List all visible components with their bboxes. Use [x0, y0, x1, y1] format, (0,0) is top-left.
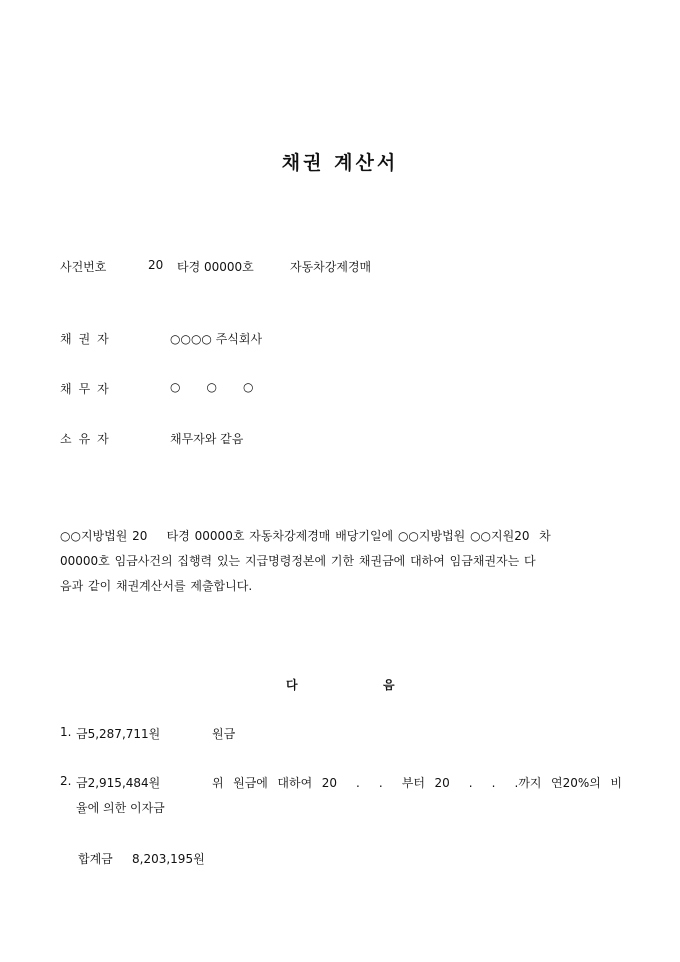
debtor-mark: ○	[242, 380, 254, 394]
total-label: 합계금	[78, 852, 113, 866]
item-number: 2.	[60, 774, 72, 788]
body-line: 00000호 임금사건의 집행력 있는 지급명령정본에 기한 채권금에 대하여 임금채권자는 다	[60, 554, 536, 568]
item-description: 원금	[212, 727, 236, 741]
creditor-label: 채권자	[60, 332, 116, 346]
case-number-label: 사건번호	[60, 260, 107, 274]
owner-label: 소유자	[60, 432, 116, 446]
heading-next-char: 음	[383, 678, 395, 692]
body-line: 음과 같이 채권계산서를 제출합니다.	[60, 579, 253, 593]
total-value: 8,203,195원	[132, 852, 205, 866]
debtor-value	[170, 380, 279, 394]
body-paragraph	[60, 524, 622, 599]
item-description: 위 원금에 대하여 20 . . 부터 20 . . .까지 연20%의 비	[212, 776, 622, 790]
item-amount: 금2,915,484원	[76, 776, 161, 790]
body-line: ○○지방법원 20 타경 00000호 자동차강제경매 배당기일에 ○○지방법원 ○○지원20 차	[60, 529, 551, 543]
case-name: 자동차강제경매	[290, 260, 372, 274]
document-title: 채권 계산서	[281, 152, 399, 174]
item-amount: 금5,287,711원	[76, 727, 161, 741]
case-type: 타경 00000호	[177, 260, 254, 274]
heading-next-char: 다	[286, 678, 298, 692]
owner-value: 채무자와 같음	[170, 432, 244, 446]
item-description-continued: 율에 의한 이자금	[76, 801, 165, 815]
item-number: 1.	[60, 725, 72, 739]
debtor-label: 채무자	[60, 382, 116, 396]
debtor-mark: ○	[170, 380, 181, 394]
debtor-mark: ○	[206, 380, 217, 394]
creditor-value: ○○○○ 주식회사	[170, 332, 263, 346]
case-year: 20	[148, 258, 164, 272]
